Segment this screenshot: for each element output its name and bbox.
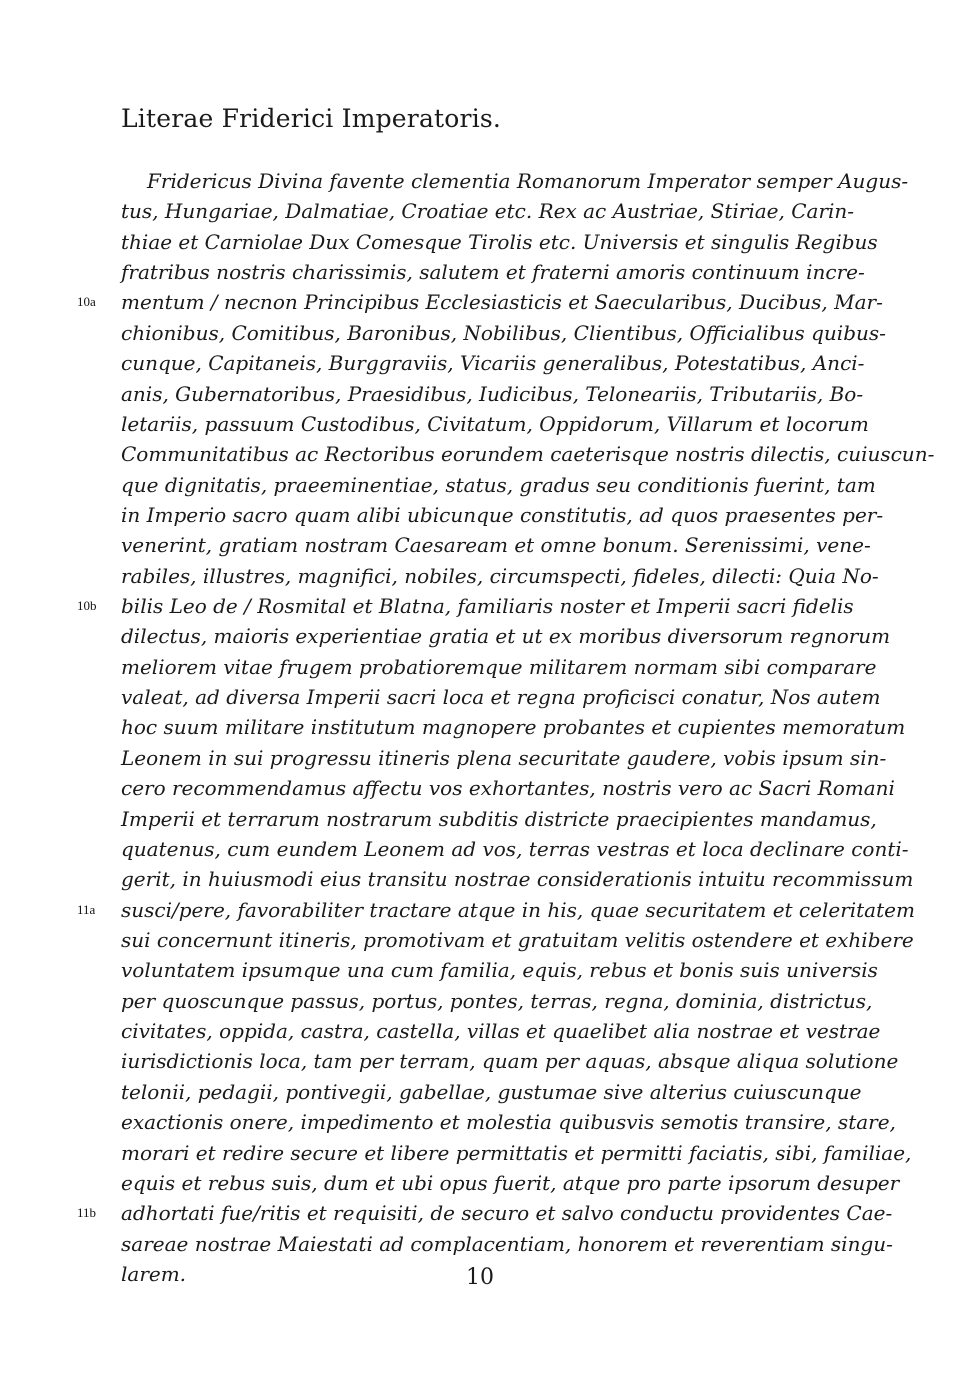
- page-heading: Literae Friderici Imperatoris.: [121, 104, 502, 133]
- text-line: [121, 1168, 900, 1198]
- text-line-content: Fridericus Divina favente clementia Romanorum Imperator semper Augus-: [147, 169, 909, 193]
- text-line: [121, 166, 909, 196]
- text-line: [121, 682, 881, 712]
- text-line: [121, 379, 864, 409]
- text-line-content: equis et rebus suis, dum et ubi opus fuerit, atque pro parte ipsorum desuper: [121, 1170, 900, 1195]
- text-line: [121, 227, 878, 257]
- text-line-content: sui concernunt itineris, promotivam et gratuitam velitis ostendere et exhibere: [121, 927, 914, 952]
- text-line-content: larem.: [121, 1261, 187, 1286]
- folio-margin-note: 11b: [77, 1205, 97, 1221]
- folio-margin-note: 10b: [77, 598, 97, 614]
- text-line-content: anis, Gubernatoribus, Praesidibus, Iudicibus, Teloneariis, Tributariis, Bo-: [121, 381, 864, 406]
- text-line-content: dilectus, maioris experientiae gratia et ut ex moribus diversorum regnorum: [121, 624, 891, 649]
- text-line-content: per quoscunque passus, portus, pontes, terras, regna, dominia, districtus,: [121, 988, 873, 1013]
- text-line-content: telonii, pedagii, pontivegii, gabellae, gustumae sive alterius cuiuscunque: [121, 1079, 862, 1104]
- text-line-content: hoc suum militare institutum magnopere probantes et cupientes memoratum: [121, 715, 906, 740]
- text-line-content: morari et redire secure et libere permittatis et permitti faciatis, sibi, familiae,: [121, 1140, 912, 1165]
- folio-margin-note: 10a: [77, 294, 96, 310]
- text-line: [121, 348, 865, 378]
- text-line-content: chionibus, Comitibus, Baronibus, Nobilibus, Clientibus, Officialibus quibus-: [121, 320, 886, 345]
- page-number: 10: [466, 1265, 494, 1290]
- text-line-content: susci/pere, favorabiliter tractare atque in his, quae securitatem et celeritatem: [121, 897, 915, 922]
- text-line: [121, 500, 884, 530]
- text-line-content: thiae et Carniolae Dux Comesque Tirolis etc. Universis et singulis Regibus: [121, 229, 878, 254]
- text-line: [121, 470, 876, 500]
- text-line-content: adhortati fue/ritis et requisiti, de securo et salvo conductu providentes Cae-: [121, 1201, 893, 1226]
- text-line: [121, 409, 869, 439]
- text-line: [121, 1138, 912, 1168]
- text-line-content: exactionis onere, impedimento et molestia quibusvis semotis transire, stare,: [121, 1110, 896, 1135]
- text-line-content: civitates, oppida, castra, castella, villas et quaelibet alia nostrae et vestrae: [121, 1019, 881, 1044]
- text-line-content: Communitatibus ac Rectoribus eorundem caeterisque nostris dilectis, cuiuscun-: [121, 442, 935, 467]
- text-line-content: rabiles, illustres, magnifici, nobiles, circumspecti, fideles, dilecti: Quia No-: [121, 563, 879, 588]
- text-line: [121, 1077, 862, 1107]
- text-line: [121, 986, 873, 1016]
- text-line-content: que dignitatis, praeeminentiae, status, gradus seu conditionis fuerint, tam: [121, 472, 876, 497]
- text-line: [121, 955, 878, 985]
- text-line: [121, 1046, 899, 1076]
- text-line-content: fratribus nostris charissimis, salutem et fraterni amoris continuum incre-: [121, 260, 865, 285]
- text-line: [121, 196, 855, 226]
- text-line: [121, 743, 887, 773]
- text-line-content: quatenus, cum eundem Leonem ad vos, terras vestras et loca declinare conti-: [121, 836, 909, 861]
- text-line: [121, 318, 886, 348]
- text-line: [77, 895, 915, 925]
- text-line: [121, 1016, 881, 1046]
- text-line-content: gerit, in huiusmodi eius transitu nostrae considerationis intuitu recommissum: [121, 867, 914, 892]
- text-line: [121, 257, 865, 287]
- text-line-content: mentum / necnon Principibus Ecclesiasticis et Saecularibus, Ducibus, Mar-: [121, 290, 883, 315]
- text-line-content: iurisdictionis loca, tam per terram, quam per aquas, absque aliqua solutione: [121, 1049, 899, 1074]
- text-line: [121, 439, 935, 469]
- text-line: [77, 591, 854, 621]
- text-line: [121, 773, 895, 803]
- text-line-content: valeat, ad diversa Imperii sacri loca et regna proficisci conatur, Nos autem: [121, 685, 881, 710]
- text-line-content: in Imperio sacro quam alibi ubicunque constitutis, ad quos praesentes per-: [121, 502, 884, 527]
- text-line: [121, 530, 871, 560]
- text-line: [121, 561, 879, 591]
- text-line: [77, 1198, 893, 1228]
- text-line-content: venerint, gratiam nostram Caesaream et omne bonum. Serenissimi, vene-: [121, 533, 871, 558]
- text-line-content: tus, Hungariae, Dalmatiae, Croatiae etc. Rex ac Austriae, Stiriae, Carin-: [121, 199, 855, 224]
- text-line: [77, 287, 883, 317]
- text-line-content: Leonem in sui progressu itineris plena securitate gaudere, vobis ipsum sin-: [121, 745, 887, 770]
- letter-body: [77, 166, 935, 1289]
- text-line: [121, 804, 877, 834]
- text-line: [121, 864, 914, 894]
- text-line: [121, 1107, 896, 1137]
- text-line-content: meliorem vitae frugem probatioremque militarem normam sibi comparare: [121, 654, 877, 679]
- text-line-content: letariis, passuum Custodibus, Civitatum, Oppidorum, Villarum et locorum: [121, 411, 869, 436]
- text-line-content: voluntatem ipsumque una cum familia, equis, rebus et bonis suis universis: [121, 958, 878, 983]
- folio-margin-note: 11a: [77, 901, 96, 917]
- text-line: [121, 1229, 893, 1259]
- text-line-content: bilis Leo de / Rosmital et Blatna, familiaris noster et Imperii sacri fidelis: [121, 594, 854, 619]
- text-line: [121, 652, 877, 682]
- text-line-content: sareae nostrae Maiestati ad complacentiam, honorem et reverentiam singu-: [121, 1231, 893, 1256]
- text-line: [121, 621, 891, 651]
- text-line: [121, 834, 909, 864]
- text-line: [121, 925, 914, 955]
- text-line: [121, 712, 906, 742]
- text-line-content: Imperii et terrarum nostrarum subditis districte praecipientes mandamus,: [121, 806, 877, 831]
- text-line-content: cunque, Capitaneis, Burggraviis, Vicariis generalibus, Potestatibus, Anci-: [121, 351, 865, 376]
- text-line-content: cero recommendamus affectu vos exhortantes, nostris vero ac Sacri Romani: [121, 776, 895, 801]
